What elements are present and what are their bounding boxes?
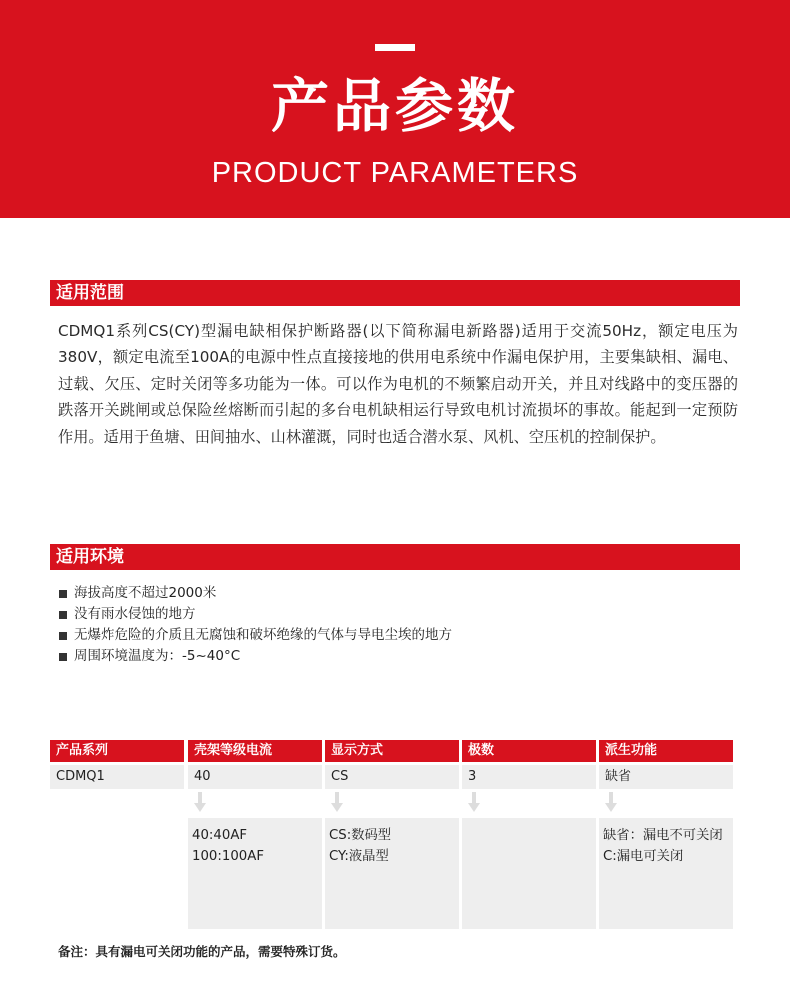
- section-heading-environment: 适用环境: [50, 544, 740, 570]
- option-line: 100:100AF: [192, 849, 264, 864]
- display-value: CS: [325, 765, 459, 789]
- down-arrow-icon: [604, 792, 618, 814]
- bullet-square-icon: [59, 590, 67, 598]
- frame-current-options: [188, 818, 322, 929]
- column-header-series: 产品系列: [50, 740, 184, 762]
- list-item: [58, 646, 738, 667]
- column-header-derived-function: 派生功能: [599, 740, 733, 762]
- page-title: 产品参数: [270, 72, 519, 140]
- list-item: [58, 583, 738, 604]
- option-line: 40:40AF: [192, 828, 248, 843]
- display-options: [325, 818, 459, 929]
- column-header-display: 显示方式: [325, 740, 459, 762]
- list-item-text: 海拔高度不超过2000米: [74, 585, 217, 601]
- poles-options: [462, 818, 596, 929]
- down-arrow-icon: [330, 792, 344, 814]
- option-line: CS:数码型: [329, 828, 392, 843]
- option-line: 缺省：漏电不可关闭: [603, 828, 723, 843]
- bullet-square-icon: [59, 632, 67, 640]
- down-arrow-icon: [467, 792, 481, 814]
- header-banner: [0, 0, 790, 218]
- poles-value: 3: [462, 765, 596, 789]
- footnote: 备注：具有漏电可关闭功能的产品，需要特殊订货。: [58, 944, 346, 959]
- scope-paragraph: CDMQ1系列CS(CY)型漏电缺相保护断路器(以下简称漏电新路器)适用于交流50Hz，额定电压为380V，额定电流至100A的电源中性点直接接地的供用电系统中作漏电保护用，主要集缺相、漏电、过载、欠压、定时关闭等多功能为一体。可以作为电机的不频繁启动开关，并且对线路中的变压器的跌落开关跳闸或总保险丝熔断而引起的多台电机缺相运行导致电机讨流损坏的事故。能起到一定预防作用。适用于鱼塘、田间抽水、山林灌溉，同时也适合潜水泵、风机、空压机的控制保护。: [58, 322, 738, 446]
- option-line: CY:液晶型: [329, 849, 389, 864]
- derived-function-options: [599, 818, 733, 929]
- option-line: C:漏电可关闭: [603, 849, 684, 864]
- bullet-square-icon: [59, 653, 67, 661]
- series-value: CDMQ1: [50, 765, 184, 789]
- list-item-text: 没有雨水侵蚀的地方: [74, 606, 196, 622]
- derived-function-value: 缺省: [599, 765, 733, 789]
- page-subtitle: PRODUCT PARAMETERS: [211, 157, 579, 189]
- list-item: [58, 604, 738, 625]
- bullet-square-icon: [59, 611, 67, 619]
- down-arrow-icon: [193, 792, 207, 814]
- list-item-text: 无爆炸危险的介质且无腐蚀和破坏绝缘的气体与导电尘埃的地方: [74, 627, 452, 643]
- list-item: [58, 625, 738, 646]
- column-header-poles: 极数: [462, 740, 596, 762]
- frame-current-value: 40: [188, 765, 322, 789]
- list-item-text: 周围环境温度为：-5~40°C: [74, 648, 241, 664]
- title-dash: [375, 44, 415, 51]
- column-header-frame-current: 壳架等级电流: [188, 740, 322, 762]
- section-heading-scope: 适用范围: [50, 280, 740, 306]
- environment-list: [58, 583, 738, 667]
